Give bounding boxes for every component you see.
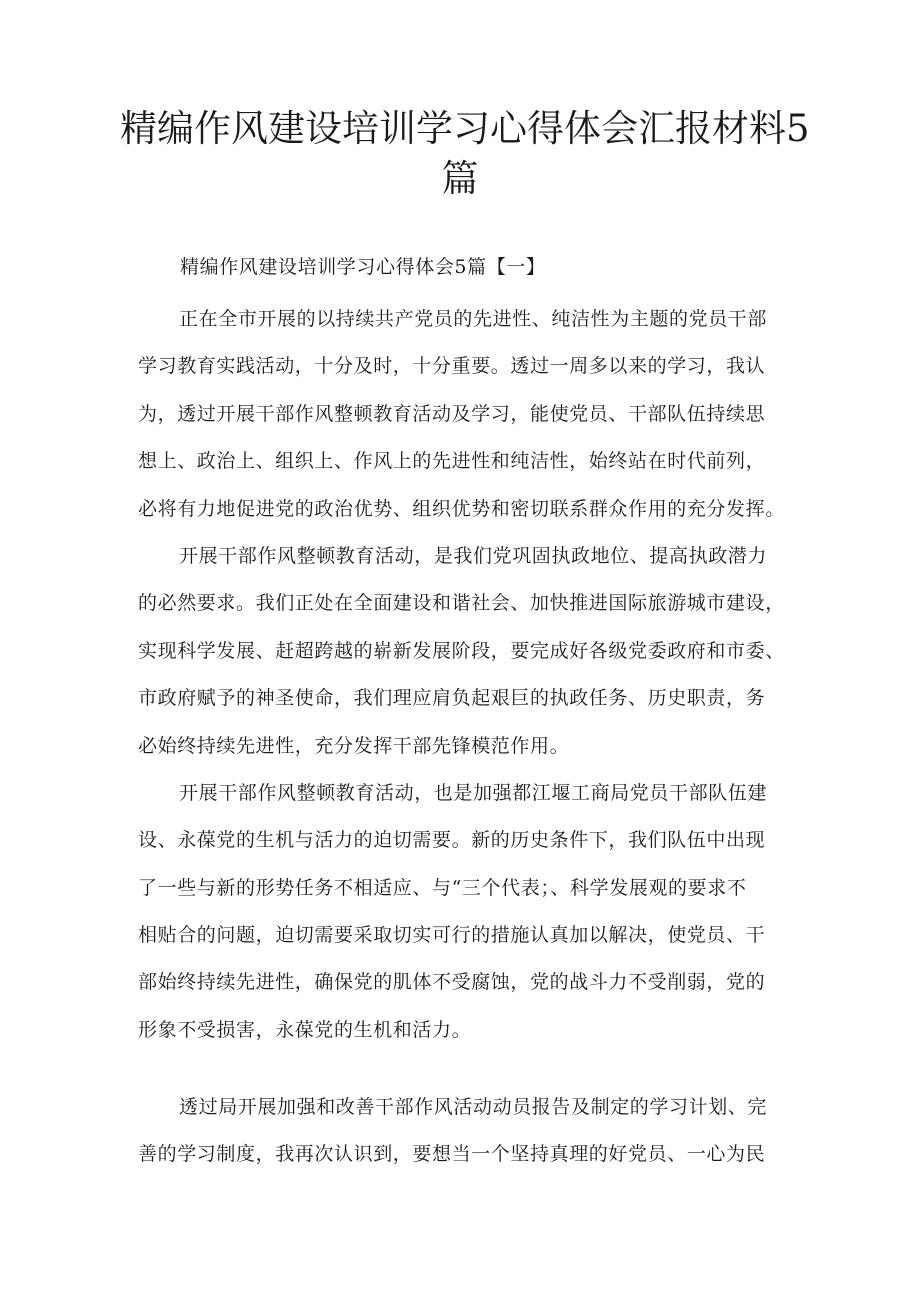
paragraph-line: 想上、政治上、组织上、作风上的先进性和纯洁性，始终站在时代前列，	[138, 450, 766, 473]
paragraph-line: 实现科学发展、赶超跨越的崭新发展阶段，要完成好各级党委政府和市委、	[138, 639, 785, 662]
paragraph-line: 开展干部作风整顿教育活动，也是加强都江堰工商局党员干部队伍建	[179, 781, 768, 804]
body-block-2	[138, 1084, 792, 1179]
paragraph-line: 形象不受损害，永葆党的生机和活力。	[138, 1018, 472, 1041]
document-title	[120, 104, 810, 204]
title-line-2: 篇	[441, 157, 479, 200]
paragraph-line: 善的学习制度，我再次认识到，要想当一个坚持真理的好党员、一心为民	[138, 1143, 766, 1166]
body-block-1	[138, 296, 792, 1054]
paragraph-line: 的必然要求。我们正处在全面建设和谐社会、加快推进国际旅游城市建设，	[138, 592, 785, 615]
paragraph-line: 必将有力地促进党的政治优势、组织优势和密切联系群众作用的充分发挥。	[138, 497, 785, 520]
paragraph-line: 市政府赋予的神圣使命，我们理应肩负起艰巨的执政任务、历史职责，务	[138, 687, 766, 710]
paragraph-line: 正在全市开展的以持续共产党员的先进性、纯洁性为主题的党员干部	[179, 308, 768, 330]
paragraph-line: 为，透过开展干部作风整顿教育活动及学习，能使党员、干部队伍持续思	[138, 402, 766, 425]
title-line-1: 精编作风建设培训学习心得体会汇报材料5	[120, 107, 810, 150]
paragraph-line: 设、永葆党的生机与活力的迫切需要。新的历史条件下，我们队伍中出现	[138, 829, 766, 852]
paragraph-line: 部始终持续先进性，确保党的肌体不受腐蚀，党的战斗力不受削弱，党的	[138, 971, 766, 994]
paragraph-line: 了一些与新的形势任务不相适应、与“三个代表；、科学发展观的要求不	[138, 876, 747, 899]
paragraph-line: 相贴合的问题，迫切需要采取切实可行的措施认真加以解决，使党员、干	[138, 924, 766, 947]
paragraph-line: 开展干部作风整顿教育活动，是我们党巩固执政地位、提高执政潜力	[179, 544, 768, 567]
paragraph-line: 学习教育实践活动，十分及时，十分重要。透过一周多以来的学习，我认	[138, 355, 766, 378]
section-heading: 精编作风建设培训学习心得体会5篇【一】	[180, 256, 546, 278]
paragraph-line: 透过局开展加强和改善干部作风活动动员报告及制定的学习计划、完	[179, 1096, 768, 1118]
paragraph-line: 必始终持续先进性，充分发挥干部先锋模范作用。	[138, 734, 570, 757]
